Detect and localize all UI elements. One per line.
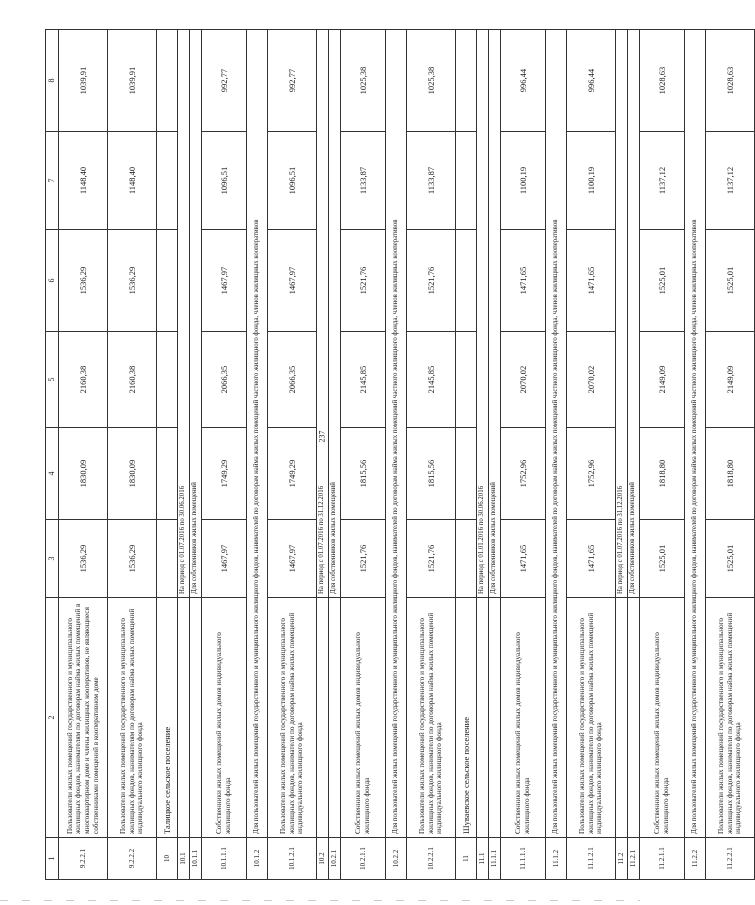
empty-cell: [456, 428, 477, 520]
row-code: 11.1.2.1: [567, 838, 616, 880]
table-row: [640, 30, 685, 880]
value-cell: 2070,02: [567, 332, 616, 428]
value-cell: 992,77: [202, 30, 247, 132]
value-cell: 1039,91: [59, 30, 108, 132]
table-row: [386, 30, 407, 880]
row-code: 10.1.1: [190, 838, 202, 880]
row-label: Пользователи жилых помещений государственного и муниципального жилищных фондов, нанимателям по договорам найма жилых помещений в многоквартирном доме и члены жилищных кооперативов, не являющиеся собственниками помещений в кооперативном доме: [59, 598, 108, 838]
row-code: 11.2.1: [628, 838, 640, 880]
table-row: [456, 30, 477, 880]
rotated-page: [45, 30, 743, 880]
empty-cell: [628, 598, 640, 838]
value-cell: 1525,01: [706, 520, 755, 598]
table-row: [157, 30, 178, 880]
row-label: Собственники жилых помещений жилых домов индивидуального жилищного фонда: [501, 598, 546, 838]
empty-cell: [178, 598, 190, 838]
period-label: На период с 01.07.2016 по 30.06.2016: [178, 30, 190, 598]
empty-cell: [456, 132, 477, 230]
row-code: 10.2.1: [329, 838, 341, 880]
value-cell: 1749,29: [268, 428, 317, 520]
empty-cell: [489, 598, 501, 838]
empty-cell: [157, 428, 178, 520]
table-row: [108, 30, 157, 880]
value-cell: 1536,29: [108, 520, 157, 598]
col-header-1: 1: [46, 838, 59, 880]
value-cell: 1025,38: [407, 30, 456, 132]
table-row: [546, 30, 567, 880]
row-code: 10.1.2: [247, 838, 268, 880]
row-label: Пользователи жилых помещений государственного и муниципального жилищных фондов, наниматели по договорам найма жилых помещений индивидуального жилищного фонда: [567, 598, 616, 838]
value-cell: 1096,51: [268, 132, 317, 230]
group-label: Для пользователей жилых помещений государственного и муниципального жилищного фондов, нанимателей по договорам найма жилых помещений частного жилищного фонда, членов жилищных кооперативов: [546, 30, 567, 838]
value-cell: 1815,56: [407, 428, 456, 520]
row-code: 11.1.2: [546, 838, 567, 880]
col-header-6: 6: [46, 230, 59, 332]
row-code: 11.2: [616, 838, 628, 880]
empty-cell: [157, 230, 178, 332]
table-row: [268, 30, 317, 880]
group-label: Для пользователей жилых помещений государственного и муниципального жилищного фондов, нанимателей по договорам найма жилых помещений частного жилищного фонда, членов жилищных кооперативов: [247, 30, 268, 838]
table-row: [202, 30, 247, 880]
table-row: [628, 30, 640, 880]
empty-cell: [456, 332, 477, 428]
value-cell: 1536,29: [59, 230, 108, 332]
value-cell: 1815,56: [341, 428, 386, 520]
row-code: 10.2.2: [386, 838, 407, 880]
value-cell: 1471,65: [567, 230, 616, 332]
row-code: 10.2: [317, 838, 329, 880]
row-code: 9.2.2.1: [59, 838, 108, 880]
tariff-table: [45, 29, 755, 880]
col-header-3: 3: [46, 520, 59, 598]
empty-cell: [157, 520, 178, 598]
row-code: 11.1.1.1: [501, 838, 546, 880]
table-row: [329, 30, 341, 880]
table-row: [407, 30, 456, 880]
row-code: 11.2.2: [685, 838, 706, 880]
col-header-8: 8: [46, 30, 59, 132]
value-cell: 1830,09: [59, 428, 108, 520]
value-cell: 1521,76: [341, 230, 386, 332]
value-cell: 1521,76: [407, 520, 456, 598]
value-cell: 1521,76: [341, 520, 386, 598]
value-cell: 1028,63: [706, 30, 755, 132]
row-code: 11.2.1.1: [640, 838, 685, 880]
value-cell: 996,44: [501, 30, 546, 132]
row-label: Собственники жилых помещений жилых домов индивидуального жилищного фонда: [341, 598, 386, 838]
header-row: [46, 30, 59, 880]
value-cell: 2066,35: [268, 332, 317, 428]
value-cell: 1471,65: [501, 230, 546, 332]
col-header-5: 5: [46, 332, 59, 428]
table-row: [178, 30, 190, 880]
value-cell: 1148,40: [59, 132, 108, 230]
row-code: 11: [456, 838, 477, 880]
table-row: [317, 30, 329, 880]
table-row: [685, 30, 706, 880]
empty-cell: [157, 132, 178, 230]
row-code: 10.1.1.1: [202, 838, 247, 880]
empty-cell: [456, 520, 477, 598]
table-row: [341, 30, 386, 880]
empty-cell: [456, 230, 477, 332]
value-cell: 992,77: [268, 30, 317, 132]
period-label: На период с 01.07.2016 по 31.12.2016: [616, 30, 628, 598]
value-cell: 1818,80: [640, 428, 685, 520]
value-cell: 1749,29: [202, 428, 247, 520]
value-cell: 1467,97: [202, 520, 247, 598]
period-label: На период с 01.01.2016 по 30.06.2016: [477, 30, 489, 598]
value-cell: 1467,97: [202, 230, 247, 332]
value-cell: 1525,01: [706, 230, 755, 332]
value-cell: 2160,38: [108, 332, 157, 428]
period-label: Для собственников жилых помещений: [489, 30, 501, 598]
value-cell: 1100,19: [567, 132, 616, 230]
row-code: 10.1: [178, 838, 190, 880]
value-cell: 1521,76: [407, 230, 456, 332]
row-code: 11.1: [477, 838, 489, 880]
value-cell: 996,44: [567, 30, 616, 132]
value-cell: 1818,80: [706, 428, 755, 520]
value-cell: 1137,12: [706, 132, 755, 230]
value-cell: 1830,09: [108, 428, 157, 520]
value-cell: 1100,19: [501, 132, 546, 230]
value-cell: 2160,38: [59, 332, 108, 428]
period-label: Для собственников жилых помещений: [190, 30, 202, 598]
table-row: [247, 30, 268, 880]
empty-cell: [329, 598, 341, 838]
value-cell: 1096,51: [202, 132, 247, 230]
empty-cell: [190, 598, 202, 838]
value-cell: 1471,65: [501, 520, 546, 598]
row-code: 11.2.2.1: [706, 838, 755, 880]
table-row: [190, 30, 202, 880]
value-cell: 2066,35: [202, 332, 247, 428]
value-cell: 2149,09: [706, 332, 755, 428]
table-row: [616, 30, 628, 880]
table-body: [46, 30, 755, 880]
value-cell: 2149,09: [640, 332, 685, 428]
table-row: [706, 30, 755, 880]
table-row: [489, 30, 501, 880]
row-label: Пользователи жилых помещений государственного и муниципального жилищных фондов, наниматели по договорам найма жилых помещений индивидуального жилищного фонда: [706, 598, 755, 838]
page-number: 237: [317, 430, 327, 443]
section-title: Талицкое сельское поселение: [157, 598, 178, 838]
value-cell: 1752,96: [501, 428, 546, 520]
col-header-4: 4: [46, 428, 59, 520]
table-row: [59, 30, 108, 880]
period-label: Для собственников жилых помещений: [329, 30, 341, 598]
period-label: На период с 01.07.2016 по 31.12.2016: [317, 30, 329, 598]
value-cell: 1467,97: [268, 520, 317, 598]
empty-cell: [477, 598, 489, 838]
empty-cell: [616, 598, 628, 838]
value-cell: 1028,63: [640, 30, 685, 132]
value-cell: 1525,01: [640, 520, 685, 598]
scan-edge: [0, 900, 640, 901]
row-label: Пользователи жилых помещений государственного и муниципального жилищных фондов, наниматели по договорам найма жилых помещений индивидуального жилищного фонда: [268, 598, 317, 838]
col-header-7: 7: [46, 132, 59, 230]
section-title: Шуваевское сельское поселение: [456, 598, 477, 838]
value-cell: 1471,65: [567, 520, 616, 598]
row-code: 10.2.2.1: [407, 838, 456, 880]
value-cell: 1039,91: [108, 30, 157, 132]
value-cell: 1133,87: [407, 132, 456, 230]
group-label: Для пользователей жилых помещений государственного и муниципального жилищного фондов, нанимателей по договорам найма жилых помещений частного жилищного фонда, членов жилищных кооперативов: [386, 30, 407, 838]
row-code: 10.1.2.1: [268, 838, 317, 880]
table-row: [477, 30, 489, 880]
row-label: Пользователи жилых помещений государственного и муниципального жилищных фондов, нанимателям по договорам найма жилых помещений индивидуального жилищного фонда: [108, 598, 157, 838]
row-code: 10.2.1.1: [341, 838, 386, 880]
value-cell: 2145,85: [341, 332, 386, 428]
value-cell: 1536,29: [108, 230, 157, 332]
row-label: Собственники жилых помещений жилых домов индивидуального жилищного фонда: [202, 598, 247, 838]
empty-cell: [456, 30, 477, 132]
table-row: [501, 30, 546, 880]
period-label: Для собственников жилых помещений: [628, 30, 640, 598]
col-header-2: 2: [46, 598, 59, 838]
group-label: Для пользователей жилых помещений государственного и муниципального жилищного фондов, нанимателей по договорам найма жилых помещений частного жилищного фонда, членов жилищных кооперативов: [685, 30, 706, 838]
value-cell: 1025,38: [341, 30, 386, 132]
empty-cell: [317, 598, 329, 838]
value-cell: 1148,40: [108, 132, 157, 230]
row-code: 9.2.2.2: [108, 838, 157, 880]
value-cell: 2145,85: [407, 332, 456, 428]
empty-cell: [157, 332, 178, 428]
row-code: 10: [157, 838, 178, 880]
value-cell: 1137,12: [640, 132, 685, 230]
value-cell: 1536,29: [59, 520, 108, 598]
row-label: Собственники жилых помещений жилых домов индивидуального жилищного фонда: [640, 598, 685, 838]
value-cell: 1133,87: [341, 132, 386, 230]
value-cell: 1467,97: [268, 230, 317, 332]
value-cell: 1752,96: [567, 428, 616, 520]
row-label: Пользователи жилых помещений государственного и муниципального жилищных фондов, наниматели по договорам найма жилых помещений индивидуального жилищного фонда: [407, 598, 456, 838]
value-cell: 2070,02: [501, 332, 546, 428]
empty-cell: [157, 30, 178, 132]
table-row: [567, 30, 616, 880]
row-code: 11.1.1: [489, 838, 501, 880]
value-cell: 1525,01: [640, 230, 685, 332]
